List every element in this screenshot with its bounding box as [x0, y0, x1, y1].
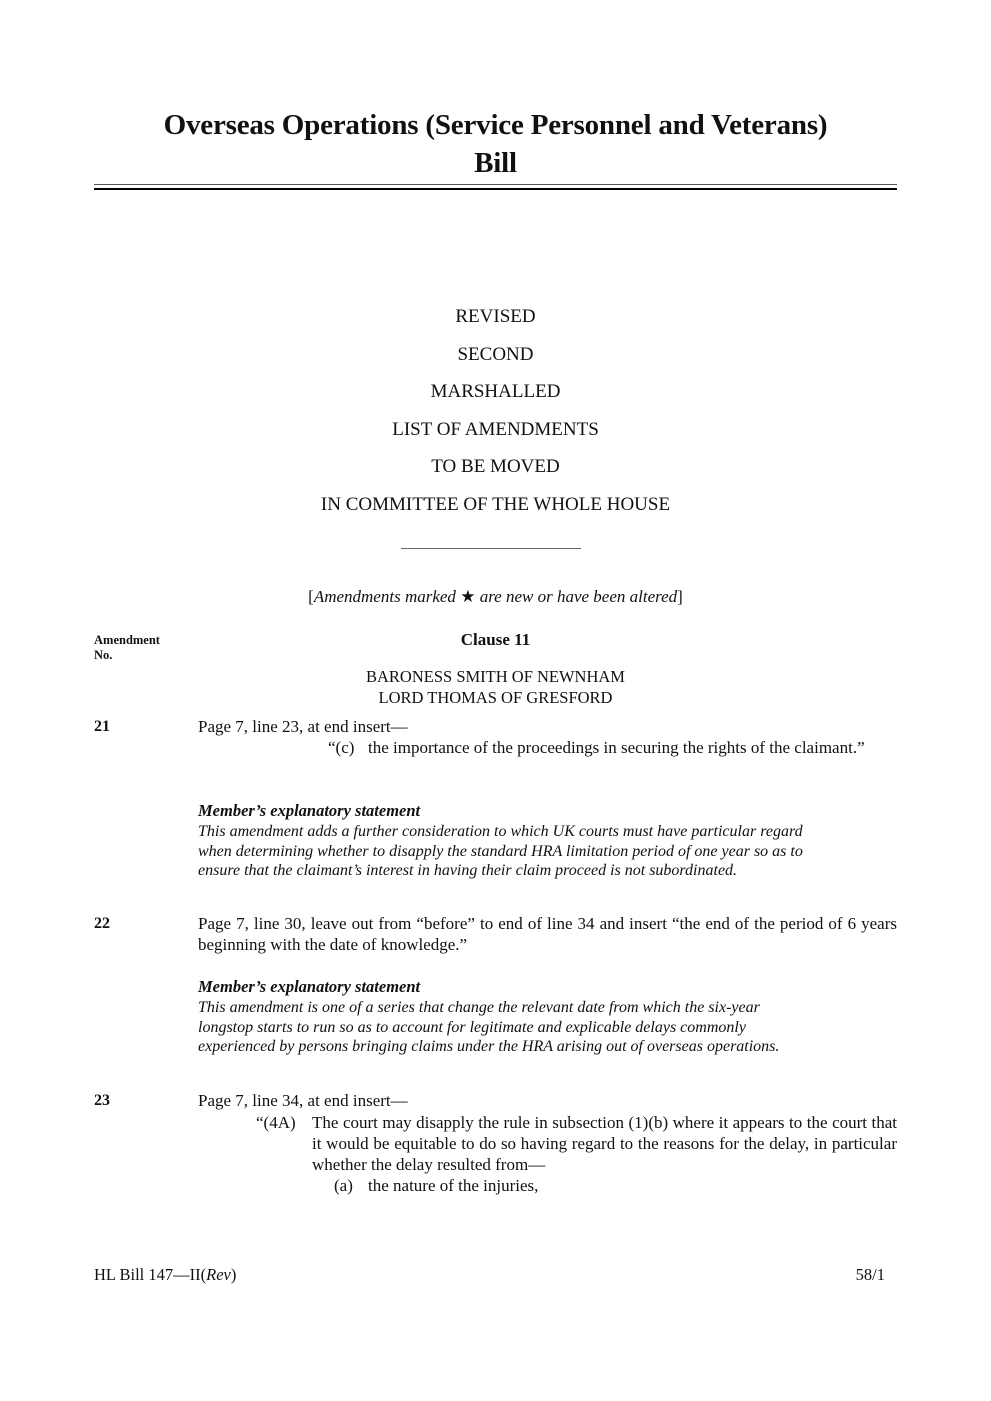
insert-label: “(c): [328, 738, 355, 757]
section-divider: [401, 548, 581, 549]
insert-label: “(4A): [256, 1113, 296, 1132]
sub-item-label: (a): [334, 1176, 353, 1195]
page-title: [94, 106, 897, 182]
amendment-number: 23: [94, 1092, 110, 1109]
statement-line: longstop starts to run so as to account for legitimate and explicable delays commonly: [198, 1018, 746, 1036]
title-line-1: Overseas Operations (Service Personnel and Veterans): [163, 109, 828, 141]
bill-ref-suffix: ): [230, 1265, 237, 1284]
heading-line: MARSHALLED: [430, 381, 561, 402]
statement-line: ensure that the claimant’s interest in having their claim proceed is not subordinated.: [198, 862, 738, 879]
statement-line: This amendment adds a further consideration to which UK courts must have particular regard: [198, 823, 803, 840]
bracket-close: ]: [677, 587, 683, 606]
column-header-line: Amendment: [94, 633, 160, 647]
inserted-text: [256, 1112, 897, 1175]
sponsors: [94, 666, 897, 708]
amendment-instruction: Page 7, line 23, at end insert—: [198, 717, 408, 736]
statement-line: experienced by persons bringing claims under the HRA arising out of overseas operations.: [198, 1038, 780, 1055]
heading-line: TO BE MOVED: [431, 456, 560, 477]
heading-line: LIST OF AMENDMENTS: [392, 418, 599, 440]
rule-thin: [94, 184, 897, 185]
title-line-2: Bill: [474, 147, 517, 179]
insert-body: the importance of the proceedings in securing the rights of the claimant.”: [368, 738, 865, 757]
title-double-rule: [94, 184, 897, 191]
explanatory-statement-heading: Member’s explanatory statement: [198, 977, 421, 996]
notice-text-before: Amendments marked: [313, 587, 461, 606]
insert-body: The court may disapply the rule in subsection (1)(b) where it appears to the court that it would be equitable to do so having regard to the reasons for the delay, in particular whether the delay resulted from—: [312, 1113, 897, 1174]
explanatory-statement-heading: Member’s explanatory statement: [198, 801, 421, 820]
explanatory-statement-body: [198, 822, 897, 881]
clause-title: Clause 11: [460, 630, 531, 649]
sub-item-text: the nature of the injuries,: [368, 1176, 539, 1195]
bill-ref-prefix: HL Bill 147—II(: [94, 1265, 207, 1284]
amendment-number: 22: [94, 915, 110, 932]
altered-notice: [94, 587, 897, 607]
sponsor: BARONESS SMITH OF NEWNHAM: [366, 667, 625, 686]
sponsor: LORD THOMAS OF GRESFORD: [378, 688, 613, 707]
heading-line: SECOND: [457, 343, 534, 365]
amendment-number: 21: [94, 718, 110, 735]
inserted-text: [328, 737, 897, 758]
heading-line: REVISED: [455, 306, 536, 327]
inserted-sub-item: [334, 1175, 897, 1196]
page-reference: 58/1: [855, 1265, 885, 1284]
rule-thick: [94, 188, 897, 190]
column-header-line: No.: [94, 648, 113, 662]
bill-ref-rev: Rev: [206, 1265, 231, 1284]
explanatory-statement-body: [198, 998, 897, 1057]
statement-line: This amendment is one of a series that change the relevant date from which the six-year: [198, 999, 760, 1016]
bracket-open: [: [308, 587, 314, 606]
star-icon: ★: [460, 587, 476, 606]
heading-line: IN COMMITTEE OF THE WHOLE HOUSE: [320, 493, 671, 515]
list-heading: [94, 305, 897, 530]
statement-line: when determining whether to disapply the standard HRA limitation period of one year so as to: [198, 842, 803, 860]
notice-text-after: are new or have been altered: [475, 587, 678, 606]
amendment-instruction: Page 7, line 30, leave out from “before” to end of line 34 and insert “the end of the period of 6 years beginning with the date of knowledge.”: [198, 914, 897, 954]
bill-reference: [94, 1265, 236, 1285]
amendment-instruction: Page 7, line 34, at end insert—: [198, 1091, 408, 1110]
